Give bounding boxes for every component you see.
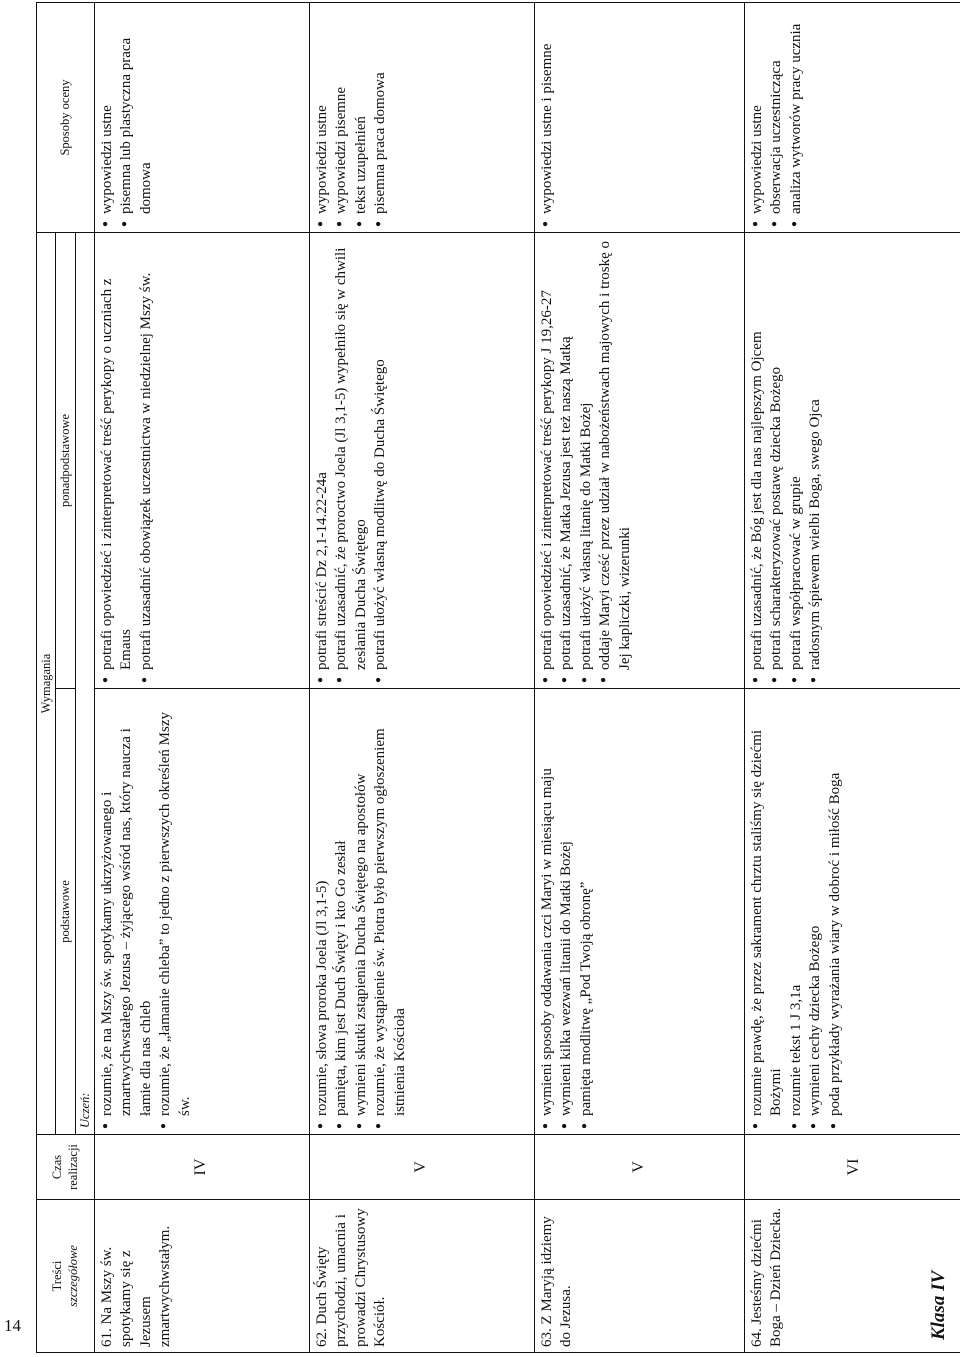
table-row: [744, 2, 960, 1352]
ponadpodstawowe-cell: [744, 232, 960, 688]
table-row: [94, 2, 309, 1352]
list-item: ● wymieni sposoby oddawania czci Maryi w miesiącu maju: [538, 694, 558, 1129]
page-number: 14: [4, 1316, 21, 1335]
topic-cell: 64. Jesteśmy dziećmi Boga – Dzień Dziecka.: [744, 1200, 960, 1353]
list-item: ● potrafi ułożyć własną modlitwę do Ducha Świętego: [371, 238, 391, 683]
sposoby-cell: [744, 2, 960, 232]
topic-cell: 63. Z Maryją idziemy do Jezusa.: [534, 1200, 744, 1353]
list-item: ● wypowiedzi pisemne: [332, 8, 352, 227]
header-czas-label: Czas: [50, 1154, 65, 1180]
list-item: ● wypowiedzi ustne i pisemne: [538, 8, 558, 227]
class-label: Klasa IV: [928, 1270, 949, 1340]
list-item: ● wymieni skutki zstąpienia Ducha Świętego na apostołów: [352, 694, 372, 1129]
czas-cell: VI: [744, 1135, 960, 1200]
header-czas: [37, 1135, 95, 1200]
list-item: ● wypowiedzi ustne: [98, 8, 118, 227]
header-ponadpodstawowe: ponadpodstawowe: [56, 232, 75, 688]
list-item: ● tekst uzupełnień: [352, 8, 372, 227]
header-wymagania: Wymagania: [37, 232, 56, 1134]
list-item: ● potrafi scharakteryzować postawę dziecka Bożego: [767, 238, 787, 683]
podstawowe-cell: [94, 689, 309, 1135]
list-item: ● wypowiedzi ustne: [748, 8, 768, 227]
list-item: ● rozumie prawdę, że przez sakrament chrztu staliśmy się dziećmi Bożymi: [748, 694, 787, 1129]
header-realizacji-label: realizacji: [66, 1144, 81, 1190]
list-item: ● potrafi uzasadnić, że Bóg jest dla nas najlepszym Ojcem: [748, 238, 768, 683]
list-item: ● analiza wytworów pracy ucznia: [787, 8, 807, 227]
sposoby-cell: [309, 2, 534, 232]
requirements-table-rotated: [36, 3, 960, 1353]
list-item: ● potrafi opowiedzieć i zinterpretować treść perykopy o uczniach z Emaus: [98, 238, 137, 683]
table-row: [309, 2, 534, 1352]
header-sposoby-oceny: Sposoby oceny: [37, 2, 95, 232]
list-item: ● potrafi streścić Dz 2,1-14.22-24a: [313, 238, 333, 683]
header-szczegolowe-label: szczegółowe: [66, 1245, 81, 1307]
list-item: ● wymieni kilka wezwań litanii do Matki Bożej: [557, 694, 577, 1129]
sposoby-cell: [94, 2, 309, 232]
list-item: ● potrafi uzasadnić, że proroctwo Joela (Jl 3,1-5) wypełniło się w chwili zesłania Ducha Świętego: [332, 238, 371, 683]
header-tresci-label: Treści: [50, 1260, 65, 1292]
list-item: ● rozumie, że „łamanie chleba” to jedno z pierwszych określeń Mszy św.: [156, 694, 195, 1129]
list-item: ● wymieni cechy dziecka Bożego: [806, 694, 826, 1129]
podstawowe-cell: [534, 689, 744, 1135]
list-item: ● pisemna praca domowa: [371, 8, 391, 227]
list-item: ● rozumie tekst 1 J 3,1a: [787, 694, 807, 1129]
topic-cell: 61. Na Mszy św. spotykamy się z Jezusem zmartwychwstałym.: [94, 1200, 309, 1353]
ponadpodstawowe-cell: [94, 232, 309, 688]
header-tresci: [37, 1200, 95, 1353]
list-item: ● wypowiedzi ustne: [313, 8, 333, 227]
list-item: ● potrafi opowiedzieć i zinterpretować treść perykopy J 19,26-27: [538, 238, 558, 683]
list-item: ● pisemna lub plastyczna praca domowa: [117, 8, 156, 227]
podstawowe-cell: [309, 689, 534, 1135]
podstawowe-cell: [744, 689, 960, 1135]
list-item: ● rozumie, że wystąpienie św. Piotra było pierwszym ogłoszeniem istnienia Kościoła: [371, 694, 410, 1129]
requirements-table: [36, 2, 960, 1353]
list-item: ● potrafi uzasadnić obowiązek uczestnictwa w niedzielnej Mszy św.: [137, 238, 157, 683]
list-item: ● radosnym śpiewem wielbi Boga, swego Ojca: [806, 238, 826, 683]
header-podstawowe: podstawowe: [56, 689, 75, 1135]
topic-cell: 62. Duch Święty przychodzi, umacnia i prowadzi Chrystusowy Kościół.: [309, 1200, 534, 1353]
czas-cell: IV: [94, 1135, 309, 1200]
header-uczen: Uczeń:: [75, 232, 94, 1134]
list-item: ● pamięta, kim jest Duch Święty i kto Go zesłał: [332, 694, 352, 1129]
czas-cell: V: [534, 1135, 744, 1200]
list-item: ● rozumie, słowa proroka Joela (Jl 3,1-5): [313, 694, 333, 1129]
sposoby-cell: [534, 2, 744, 232]
table-row: [534, 2, 744, 1352]
list-item: ● potrafi uzasadnić, że Matka Jezusa jest też naszą Matką: [557, 238, 577, 683]
ponadpodstawowe-cell: [534, 232, 744, 688]
list-item: ● obserwacja uczestnicząca: [767, 8, 787, 227]
list-item: ● poda przykłady wyrażania wiary w dobroć i miłość Boga: [826, 694, 846, 1129]
list-item: ● rozumie, że na Mszy św. spotykamy ukrzyżowanego i zmartwychwstałego Jezusa – żyjącego wśród nas, który naucza i łamie dla nas chleb: [98, 694, 157, 1129]
list-item: ● oddaje Maryi cześć przez udział w nabożeństwach majowych i troskę o Jej kapliczki, wizerunki: [596, 238, 635, 683]
list-item: ● potrafi ułożyć własną litanię do Matki Bożej: [577, 238, 597, 683]
ponadpodstawowe-cell: [309, 232, 534, 688]
czas-cell: V: [309, 1135, 534, 1200]
list-item: ● pamięta modlitwę „Pod Twoją obronę”: [577, 694, 597, 1129]
list-item: ● potrafi współpracować w grupie: [787, 238, 807, 683]
